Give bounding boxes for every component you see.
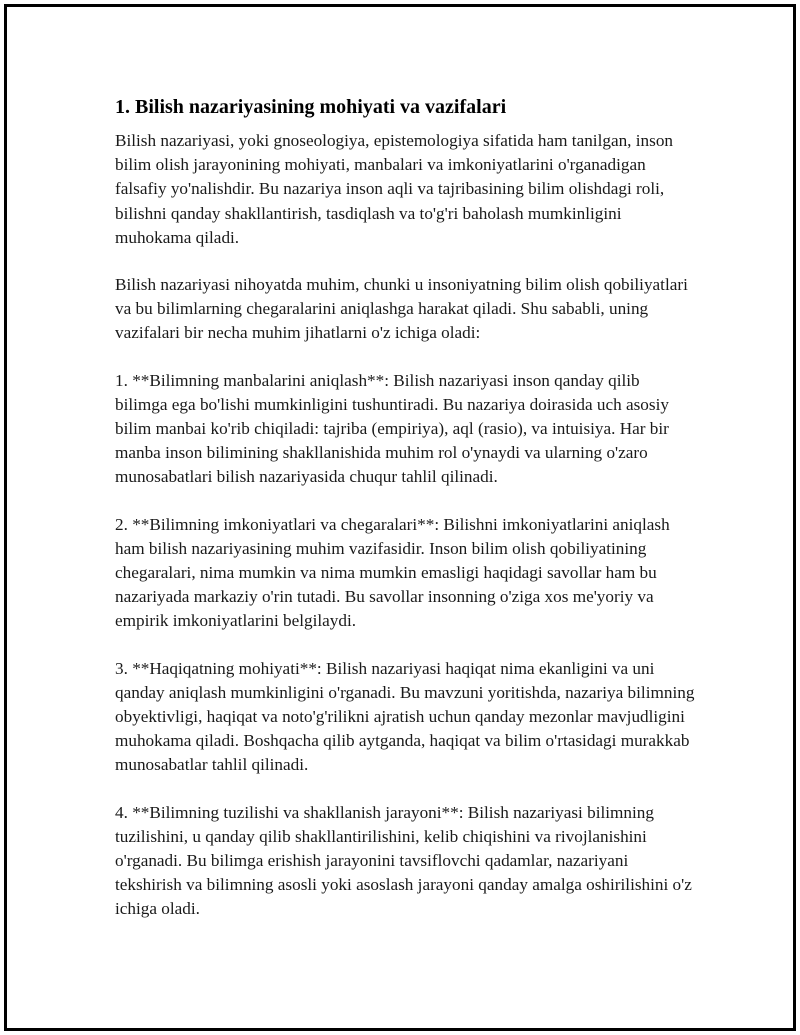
list-item-sources: 1. **Bilimning manbalarini aniqlash**: Bilish nazariyasi inson qanday qilib bilimga ega bo'lishi mumkinligini tushuntiradi. Bu nazariya doirasida uch asosiy bilim manbai ko'rib chiqiladi: tajriba (empiriya), aql (rasio), va intuisiya. Har bir manba inson bilimining shakllanishida muhim rol o'ynaydi va ularning o'zaro munosabatlari bilish nazariyasida chuqur tahlil qilinadi. — [115, 370, 669, 487]
document-title: 1. Bilish nazariyasining mohiyati va vazifalari — [115, 96, 507, 118]
list-item-structure: 4. **Bilimning tuzilishi va shakllanish jarayoni**: Bilish nazariyasi bilimning tuzilishini, u qanday qilib shakllantirilishini, kelib chiqishini va rivojlanishini o'rganadi. Bu bilimga erishish jarayonini tavsiflovchi qadamlar, nazariyani tekshirish va bilimning asosli yoki asoslash jarayoni qanday amalga oshirilishini o'z ichiga oladi. — [115, 802, 692, 919]
paragraph-intro: Bilish nazariyasi, yoki gnoseologiya, epistemologiya sifatida ham tanilgan, inson bilim olish jarayonining mohiyati, manbalari va imkoniyatlarini o'rganadigan falsafiy yo'nalishdir. Bu nazariya inson aqli va tajribasining bilim olishdagi roli, bilishni qanday shakllantirish, tasdiqlash va to'g'ri baholash mumkinligini muhokama qiladi. — [115, 131, 674, 247]
document-body — [115, 94, 695, 945]
list-item-limits: 2. **Bilimning imkoniyatlari va chegaralari**: Bilishni imkoniyatlarini aniqlash ham bilish nazariyasining muhim vazifasidir. Inson bilim olish qobiliyatining chegaralari, nima mumkin va nima mumkin emasligi haqidagi savollar ham bu nazariyada markaziy o'rin tutadi. Bu savollar insonning o'ziga xos me'yoriy va empirik imkoniyatlarini belgilaydi. — [115, 514, 670, 631]
list-item-truth: 3. **Haqiqatning mohiyati**: Bilish nazariyasi haqiqat nima ekanligini va uni qanday aniqlash mumkinligini o'rganadi. Bu mavzuni yoritishda, nazariya bilimning obyektivligi, haqiqat va noto'g'rilikni ajratish uchun qanday mezonlar mavjudligini muhokama qiladi. Boshqacha qilib aytganda, haqiqat va bilim o'rtasidagi murakkab munosabatlar tahlil qilinadi. — [115, 658, 695, 775]
paragraph-importance: Bilish nazariyasi nihoyatda muhim, chunki u insoniyatning bilim olish qobiliyatlari va bu bilimlarning chegaralarini aniqlashga harakat qiladi. Shu sababli, uning vazifalari bir necha muhim jihatlarni o'z ichiga oladi: — [115, 275, 688, 343]
